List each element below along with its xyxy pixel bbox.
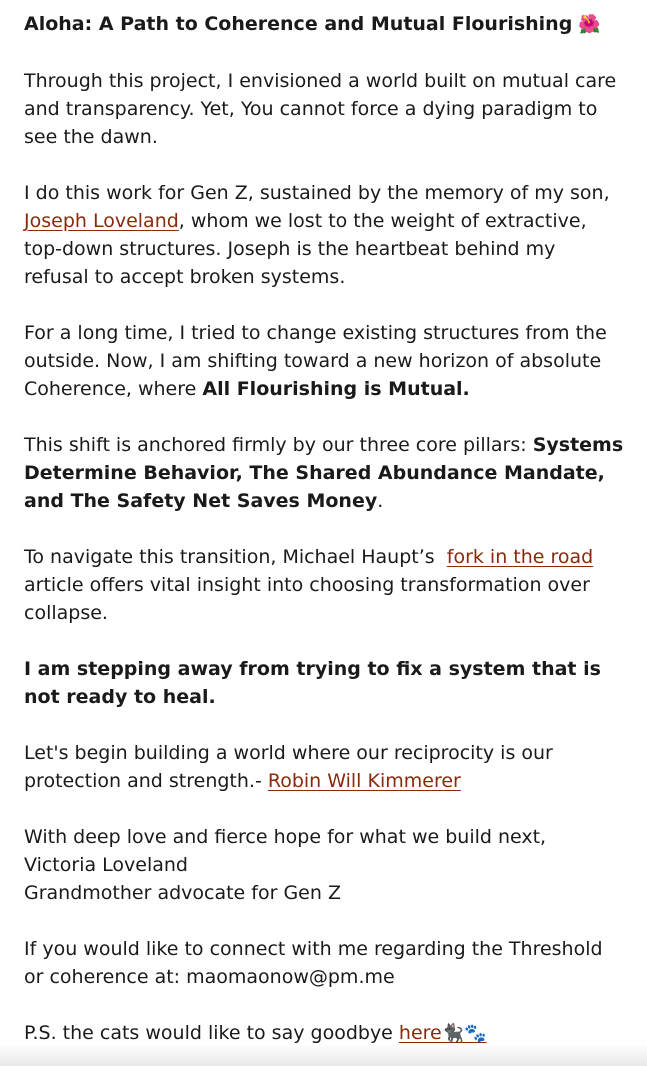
stepping-away-statement: I am stepping away from trying to fix a system that is not ready to heal. xyxy=(24,658,601,708)
paragraph-transition xyxy=(24,543,624,627)
signature-block xyxy=(24,823,624,907)
signature-role: Grandmother advocate for Gen Z xyxy=(24,882,341,904)
newsletter-title xyxy=(24,10,624,39)
cat-paws-icon: 🐈‍⬛🐾 xyxy=(441,1023,487,1044)
paragraph-pillars-start: This shift is anchored firmly by our three core pillars: xyxy=(24,434,533,456)
paragraph-stepping-away xyxy=(24,655,624,711)
paragraph-motivation xyxy=(24,179,624,291)
joseph-loveland-link[interactable]: Joseph Loveland xyxy=(24,210,179,232)
pillars-list: Systems Determine Behavior, The Shared Abundance Mandate, and The Safety Net Saves Money xyxy=(24,434,624,512)
fork-in-the-road-link[interactable]: fork in the road xyxy=(446,546,594,568)
hibiscus-icon: 🌺 xyxy=(578,14,601,35)
robin-kimmerer-link[interactable]: Robin Will Kimmerer xyxy=(267,770,461,792)
newsletter-body xyxy=(24,10,624,1048)
paragraph-motivation-end: , whom we lost to the weight of extractive, top-down structures. Joseph is the heartbeat behind my refusal to accept broken systems. xyxy=(24,210,587,288)
signature-closing: With deep love and fierce hope for what we build next, xyxy=(24,826,547,848)
cats-goodbye-link-label: here xyxy=(398,1022,442,1044)
paragraph-shift-start: For a long time, I tried to change existing structures from the outside. Now, I am shifting toward a new horizon of absolute Coherence, where xyxy=(24,322,607,400)
paragraph-transition-end: article offers vital insight into choosing transformation over collapse. xyxy=(24,574,590,624)
paragraph-motivation-start: I do this work for Gen Z, sustained by the memory of my son, xyxy=(24,182,610,204)
paragraph-vision: Through this project, I envisioned a world built on mutual care and transparency. Yet, You cannot force a dying paradigm to see the dawn. xyxy=(24,70,617,148)
signature-name: Victoria Loveland xyxy=(24,854,188,876)
cats-goodbye-link[interactable] xyxy=(399,1022,487,1044)
bottom-scroll-fade xyxy=(0,1044,647,1066)
paragraph-reciprocity xyxy=(24,739,624,795)
postscript-text: P.S. the cats would like to say goodbye xyxy=(24,1022,399,1044)
contact-paragraph: If you would like to connect with me regarding the Threshold or coherence at: maomaonow@pm.me xyxy=(24,938,603,988)
paragraph-shift-emphasis: All Flourishing is Mutual. xyxy=(202,378,470,400)
paragraph-pillars xyxy=(24,431,624,515)
paragraph-reciprocity-start: Let's begin building a world where our reciprocity is our protection and strength.- xyxy=(24,742,553,792)
paragraph-shift xyxy=(24,319,624,403)
paragraph-transition-start: To navigate this transition, Michael Haupt’s xyxy=(24,546,447,568)
title-text: Aloha: A Path to Coherence and Mutual Flourishing xyxy=(24,13,573,35)
paragraph-pillars-end: . xyxy=(377,490,384,512)
